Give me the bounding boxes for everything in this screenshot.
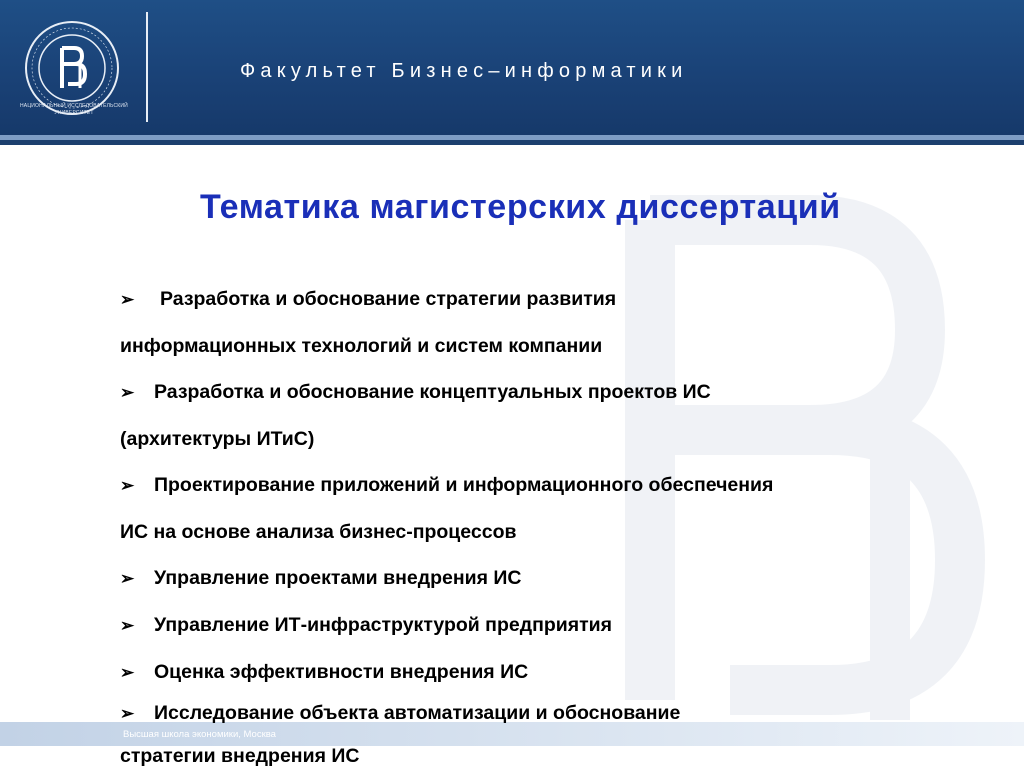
logo-caption-line2: УНИВЕРСИТЕТ [54,110,94,116]
arrow-bullet-icon: ➢ [120,616,135,635]
list-item [120,276,980,369]
list-item [120,602,980,649]
list-item [120,555,980,602]
list-item [120,462,980,555]
arrow-bullet-icon: ➢ [120,704,135,723]
list-item-text: Исследование объекта автоматизации и обоснование [154,702,681,724]
slide-title: Тематика магистерских диссертаций [200,188,841,226]
logo-caption-line1: НАЦИОНАЛЬНЫЙ ИССЛЕДОВАТЕЛЬСКИЙ [20,103,128,109]
faculty-title: Факультет Бизнес–информатики [240,60,688,82]
list-item [120,369,980,462]
list-item-text-continued: ИС на основе анализа бизнес-процессов [120,521,517,543]
logo-caption [4,103,144,117]
list-item-text: Оценка эффективности внедрения ИС [154,661,529,683]
header-divider [146,12,148,122]
topic-list-tail [120,690,980,768]
list-item-text-continued: (архитектуры ИТиС) [120,428,315,450]
list-item [120,649,980,696]
footer-text: Высшая школа экономики, Москва [123,729,276,740]
topic-list [120,276,980,696]
header-band [0,0,1024,135]
list-item [120,690,980,768]
arrow-bullet-icon: ➢ [120,569,135,588]
arrow-bullet-icon: ➢ [120,476,135,495]
header-stripe-dark [0,140,1024,145]
list-item-text-continued: информационных технологий и систем компании [120,335,603,357]
arrow-bullet-icon: ➢ [120,663,135,682]
list-item-text: Проектирование приложений и информационного обеспечения [154,474,774,496]
list-item-text: Управление проектами внедрения ИС [154,567,522,589]
list-item-text-continued: стратегии внедрения ИС [120,745,360,767]
list-item-text: Разработка и обоснование стратегии развития [160,288,617,310]
list-item-text: Управление ИТ-инфраструктурой предприятия [154,614,613,636]
arrow-bullet-icon: ➢ [120,383,135,402]
arrow-bullet-icon: ➢ [120,290,135,309]
list-item-text: Разработка и обоснование концептуальных проектов ИС [154,381,711,403]
